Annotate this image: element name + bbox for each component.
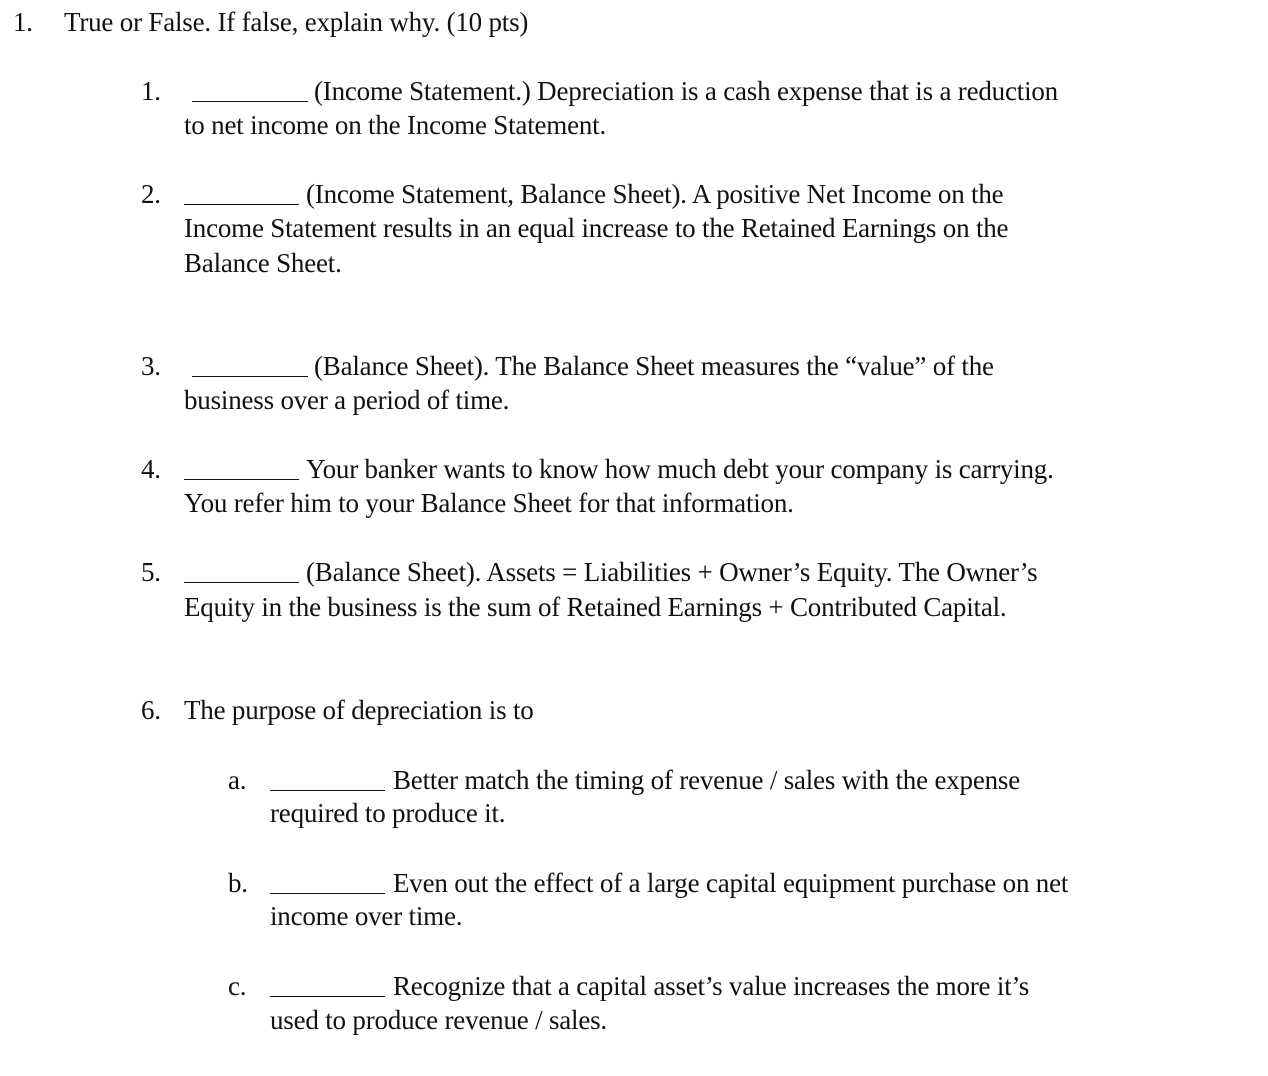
option-text-line: used to produce revenue / sales.	[270, 1005, 607, 1035]
item-text-line: Income Statement results in an equal increase to the Retained Earnings on the	[184, 213, 1009, 243]
answer-blank[interactable]	[270, 996, 385, 997]
item-text-line: (Income Statement, Balance Sheet). A positive Net Income on the	[306, 179, 1004, 209]
option-letter: a.	[228, 765, 247, 795]
option-letter: b.	[228, 868, 248, 898]
item-number: 5.	[141, 557, 161, 587]
option-text-line: required to produce it.	[270, 798, 506, 828]
item-text-line: (Balance Sheet). Assets = Liabilities + Owner’s Equity. The Owner’s	[306, 557, 1038, 587]
item-text-line: to net income on the Income Statement.	[184, 110, 607, 140]
item-number: 1.	[141, 76, 161, 106]
option-text-line: income over time.	[270, 901, 463, 931]
item-text-line: Equity in the business is the sum of Retained Earnings + Contributed Capital.	[184, 592, 1007, 622]
question-number: 1.	[13, 7, 33, 37]
answer-blank[interactable]	[184, 479, 299, 480]
item-prompt: The purpose of depreciation is to	[184, 695, 534, 725]
item-text-line: Your banker wants to know how much debt your company is carrying.	[306, 454, 1054, 484]
option-text-line: Even out the effect of a large capital equipment purchase on net	[393, 868, 1069, 898]
item-number: 6.	[141, 695, 161, 725]
item-text-line: Balance Sheet.	[184, 248, 342, 278]
option-letter: c.	[228, 971, 247, 1001]
answer-blank[interactable]	[270, 790, 385, 791]
answer-blank[interactable]	[192, 101, 308, 102]
answer-blank[interactable]	[192, 376, 308, 377]
item-text-line: business over a period of time.	[184, 385, 510, 415]
option-text-line: Recognize that a capital asset’s value increases the more it’s	[393, 971, 1030, 1001]
answer-blank[interactable]	[270, 893, 385, 894]
item-number: 4.	[141, 454, 161, 484]
answer-blank[interactable]	[184, 204, 299, 205]
item-text-line: (Balance Sheet). The Balance Sheet measures the “value” of the	[314, 351, 994, 381]
item-number: 2.	[141, 179, 161, 209]
question-title: True or False. If false, explain why. (10 pts)	[64, 7, 529, 37]
item-text-line: You refer him to your Balance Sheet for that information.	[184, 488, 794, 518]
item-text-line: (Income Statement.) Depreciation is a cash expense that is a reduction	[314, 76, 1058, 106]
option-text-line: Better match the timing of revenue / sales with the expense	[393, 765, 1020, 795]
answer-blank[interactable]	[184, 582, 299, 583]
item-number: 3.	[141, 351, 161, 381]
